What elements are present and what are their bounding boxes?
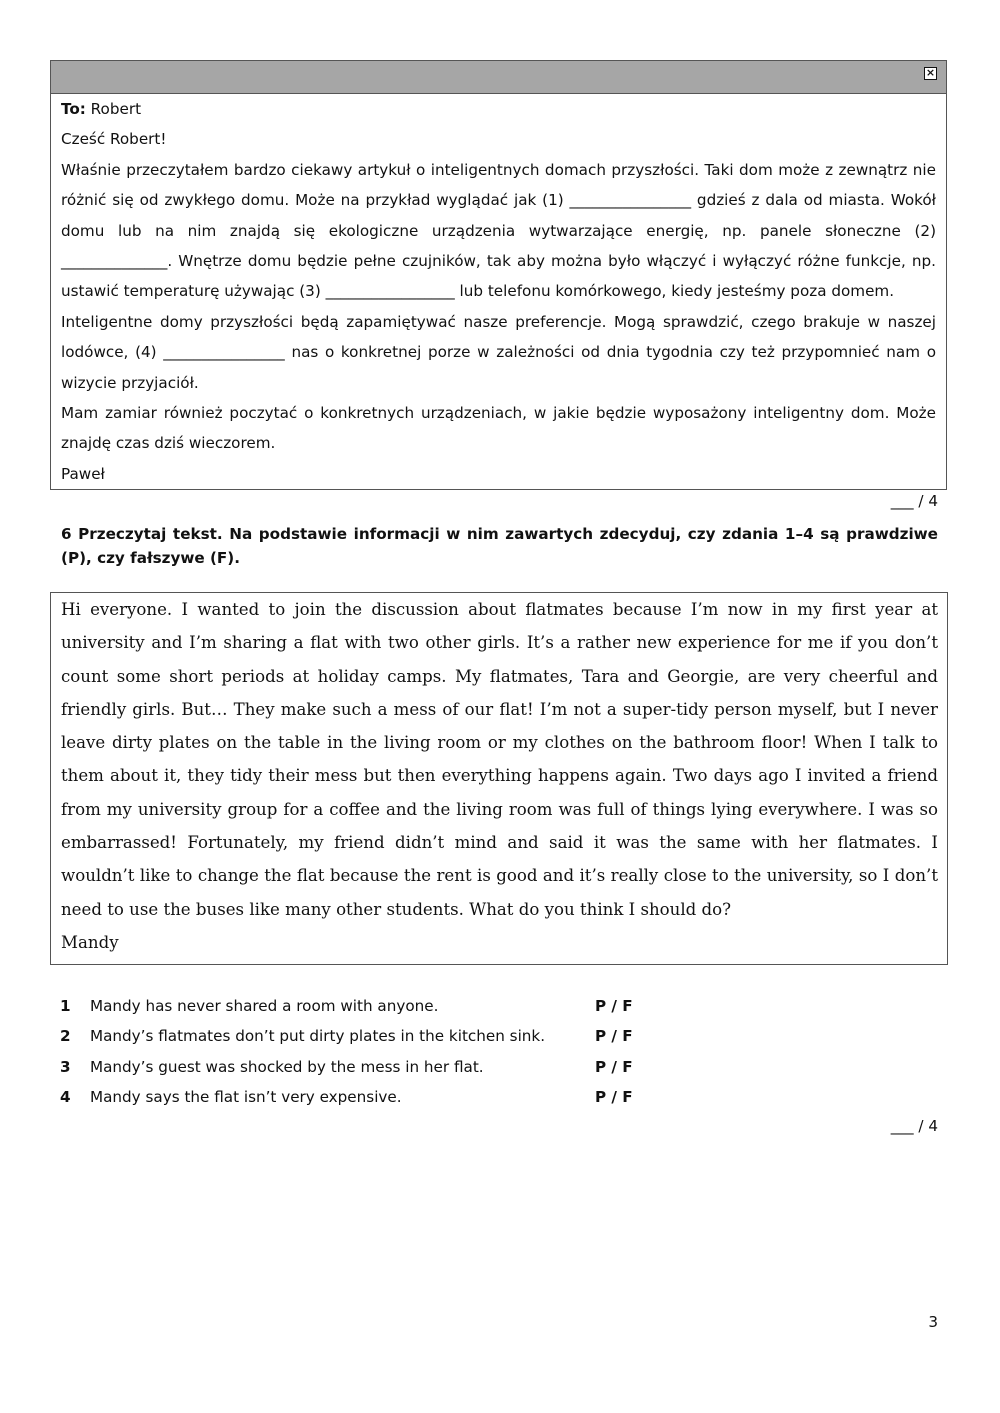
email-paragraph-2: Inteligentne domy przyszłości będą zapamiętywać nasze preferencje. Mogą sprawdzić, czego brakuje w naszej lodówce, (4) ________________ nas o konkretnej porze w zależności od dnia tygodnia czy też przypomnieć nam o wizycie przyjaciół. [61, 312, 936, 392]
score-task-6: ___ / 4 [890, 1117, 938, 1135]
page-number: 3 [928, 1313, 938, 1331]
statement-number: 1 [60, 997, 71, 1015]
statement-text: Mandy says the flat isn’t very expensive. [90, 1087, 402, 1106]
email-panel [50, 60, 947, 490]
forum-letter-box [50, 592, 948, 965]
to-label: To: [61, 100, 86, 118]
statement-text: Mandy’s guest was shocked by the mess in her flat. [90, 1057, 484, 1076]
email-paragraph-3: Mam zamiar również poczytać o konkretnych urządzeniach, w jakie będzie wyposażony inteligentny dom. Może znajdę czas dziś wieczorem. [61, 404, 936, 453]
true-false-choice[interactable]: P / F [595, 1087, 633, 1106]
statements-list [60, 991, 660, 1112]
true-false-choice[interactable]: P / F [595, 1027, 633, 1046]
statement-item [60, 1021, 660, 1051]
email-body [51, 94, 946, 489]
statement-text: Mandy has never shared a room with anyone. [90, 997, 439, 1015]
email-header-bar [51, 61, 946, 94]
true-false-choice[interactable]: P / F [595, 1057, 633, 1076]
true-false-choice[interactable]: P / F [595, 997, 633, 1015]
email-to-line [61, 94, 936, 124]
forum-letter-text: Hi everyone. I wanted to join the discussion about flatmates because I’m now in my first year at university and I’m sharing a flat with two other girls. It’s a rather new experience for me if you don’t count some short periods at holiday camps. My flatmates, Tara and Georgie, are very cheerful and friendly girls. But… They make such a mess of our flat! I’m not a super-tidy person myself, but I never leave dirty plates on the table in the living room or my clothes on the bathroom floor! When I talk to them about it, they tidy their mess but then everything happens again. Two days ago I invited a friend from my university group for a coffee and the living room was full of things lying everywhere. I was so embarrassed! Fortunately, my friend didn’t mind and said it was the same with her flatmates. I wouldn’t like to change the flat because the rent is good and it’s really close to the university, so I don’t need to use the buses like many other students. What do you think I should do? [61, 600, 938, 919]
task-6-title: 6 Przeczytaj tekst. Na podstawie informacji w nim zawartych zdecyduj, czy zdania 1–4 są prawdziwe (P), czy fałszywe (F). [61, 525, 938, 567]
close-box-icon[interactable]: × [925, 66, 936, 79]
email-paragraph-1: Właśnie przeczytałem bardzo ciekawy artykuł o inteligentnych domach przyszłości. Taki dom może z zewnątrz nie różnić się od zwykłego domu. Może na przykład wyglądać jak (1) ________________ gdzieś z dala od miasta. Wokół domu lub na nim znajdą się ekologiczne urządzenia wytwarzające energię, np. panele słoneczne (2) ______________. Wnętrze domu będzie pełne czujników, tak aby można było włączyć i wyłączyć różne funkcje, np. ustawić temperaturę używając (3) _________________ lub telefonu komórkowego, kiedy jesteśmy poza domem. [61, 160, 936, 301]
email-signature: Paweł [61, 464, 105, 483]
statement-number: 3 [60, 1057, 71, 1076]
statement-number: 2 [60, 1027, 71, 1046]
statement-item [60, 1082, 660, 1112]
forum-letter-signature: Mandy [61, 932, 119, 952]
email-greeting: Cześć Robert! [61, 130, 167, 149]
statement-number: 4 [60, 1087, 71, 1106]
to-value: Robert [85, 100, 142, 118]
statement-item [60, 1052, 660, 1082]
statement-item [60, 991, 660, 1021]
score-task-5: ___ / 4 [890, 492, 938, 510]
statement-text: Mandy’s flatmates don’t put dirty plates in the kitchen sink. [90, 1027, 546, 1046]
